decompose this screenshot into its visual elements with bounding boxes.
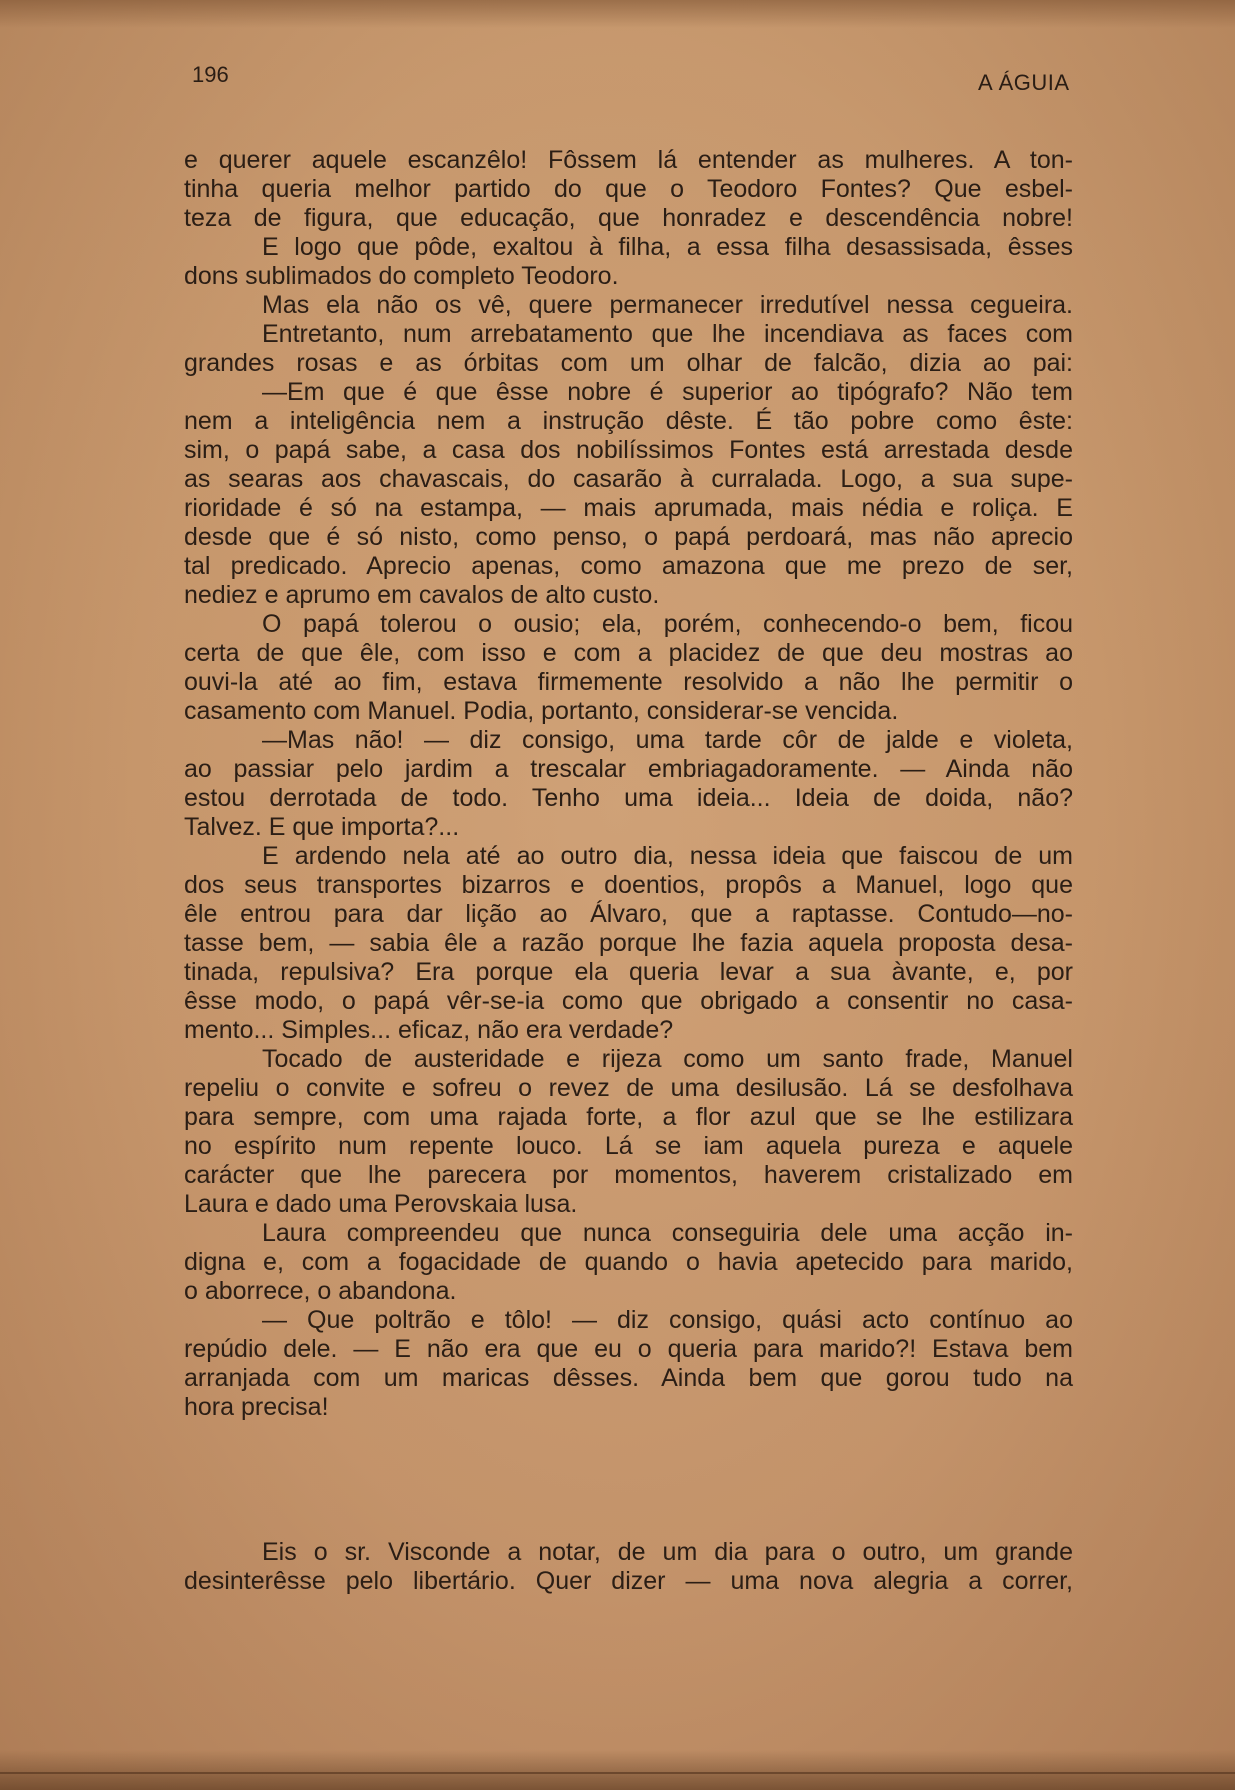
text-line: ouvi-la até ao fim, estava firmemente resolvido a não lhe permitir o: [184, 668, 1073, 696]
text-line: E logo que pôde, exaltou à filha, a essa filha desassisada, êsses: [262, 233, 1073, 261]
text-line: Laura compreendeu que nunca conseguiria dele uma acção in-: [262, 1219, 1073, 1247]
text-line: dons sublimados do completo Teodoro.: [184, 262, 619, 290]
text-line: repúdio dele. — E não era que eu o queria para marido?! Estava bem: [184, 1335, 1073, 1363]
text-line: —Mas não! — diz consigo, uma tarde côr de jalde e violeta,: [262, 726, 1073, 754]
text-line: tasse bem, — sabia êle a razão porque lhe fazia aquela proposta desa-: [184, 929, 1073, 957]
page-number: 196: [192, 62, 229, 87]
text-line: Laura e dado uma Perovskaia lusa.: [184, 1190, 578, 1218]
text-line: ao passiar pelo jardim a trescalar embriagadoramente. — Ainda não: [184, 755, 1073, 783]
body-text: [184, 146, 1073, 1596]
text-line: desde que é só nisto, como penso, o papá perdoará, mas não aprecio: [184, 523, 1073, 551]
text-line: —Em que é que êsse nobre é superior ao tipógrafo? Não tem: [262, 378, 1073, 406]
page-edge-shadow-top: [0, 0, 1235, 28]
text-line: Talvez. E que importa?...: [184, 813, 460, 841]
text-line: casamento com Manuel. Podia, portanto, considerar-se vencida.: [184, 697, 899, 725]
text-line: Eis o sr. Visconde a notar, de um dia para o outro, um grande: [262, 1538, 1073, 1566]
text-line: tal predicado. Aprecio apenas, como amazona que me prezo de ser,: [184, 552, 1073, 580]
text-line: êle entrou para dar lição ao Álvaro, que a raptasse. Contudo—no-: [184, 900, 1073, 928]
text-line: Entretanto, num arrebatamento que lhe incendiava as faces com: [262, 320, 1073, 348]
text-line: Mas ela não os vê, quere permanecer irredutível nessa cegueira.: [262, 291, 1073, 319]
text-line: certa de que êle, com isso e com a placidez de que deu mostras ao: [184, 639, 1073, 667]
text-line: estou derrotada de todo. Tenho uma ideia... Ideia de doida, não?: [184, 784, 1073, 812]
text-line: digna e, com a fogacidade de quando o havia apetecido para marido,: [184, 1248, 1073, 1276]
text-line: para sempre, com uma rajada forte, a flor azul que se lhe estilizara: [184, 1103, 1073, 1131]
text-line: dos seus transportes bizarros e doentios, propôs a Manuel, logo que: [184, 871, 1073, 899]
text-line: rioridade é só na estampa, — mais aprumada, mais nédia e roliça. E: [184, 494, 1073, 522]
text-line: teza de figura, que educação, que honradez e descendência nobre!: [184, 204, 1073, 232]
text-line: nem a inteligência nem a instrução dêste. É tão pobre como êste:: [184, 407, 1073, 435]
text-line: carácter que lhe parecera por momentos, haverem cristalizado em: [184, 1161, 1073, 1189]
text-line: O papá tolerou o ousio; ela, porém, conhecendo-o bem, ficou: [262, 610, 1073, 638]
text-line: Tocado de austeridade e rijeza como um santo frade, Manuel: [262, 1045, 1073, 1073]
text-line: mento... Simples... eficaz, não era verdade?: [184, 1016, 674, 1044]
running-title: A ÁGUIA: [978, 70, 1070, 95]
text-line: grandes rosas e as órbitas com um olhar de falcão, dizia ao pai:: [184, 349, 1073, 377]
text-line: repeliu o convite e sofreu o revez de uma desilusão. Lá se desfolhava: [184, 1074, 1073, 1102]
page-edge-shadow-bottom: [0, 1750, 1235, 1790]
text-line: sim, o papá sabe, a casa dos nobilíssimos Fontes está arrestada desde: [184, 436, 1073, 464]
text-line: hora precisa!: [184, 1393, 329, 1421]
text-line: tinha queria melhor partido do que o Teodoro Fontes? Que esbel-: [184, 175, 1073, 203]
section-break: [184, 1422, 1073, 1538]
text-line: as searas aos chavascais, do casarão à curralada. Logo, a sua supe-: [184, 465, 1073, 493]
text-line: tinada, repulsiva? Era porque ela queria levar a sua àvante, e, por: [184, 958, 1073, 986]
text-line: arranjada com um maricas dêsses. Ainda bem que gorou tudo na: [184, 1364, 1073, 1392]
text-line: nediez e aprumo em cavalos de alto custo.: [184, 581, 660, 609]
text-line: e querer aquele escanzêlo! Fôssem lá entender as mulheres. A ton-: [184, 146, 1073, 174]
text-line: êsse modo, o papá vêr-se-ia como que obrigado a consentir no casa-: [184, 987, 1073, 1015]
text-line: no espírito num repente louco. Lá se iam aquela pureza e aquele: [184, 1132, 1073, 1160]
text-line: — Que poltrão e tôlo! — diz consigo, quási acto contínuo ao: [262, 1306, 1073, 1334]
text-line: E ardendo nela até ao outro dia, nessa ideia que faiscou de um: [262, 842, 1073, 870]
text-line: desinterêsse pelo libertário. Quer dizer — uma nova alegria a correr,: [184, 1567, 1073, 1595]
text-line: o aborrece, o abandona.: [184, 1277, 457, 1305]
